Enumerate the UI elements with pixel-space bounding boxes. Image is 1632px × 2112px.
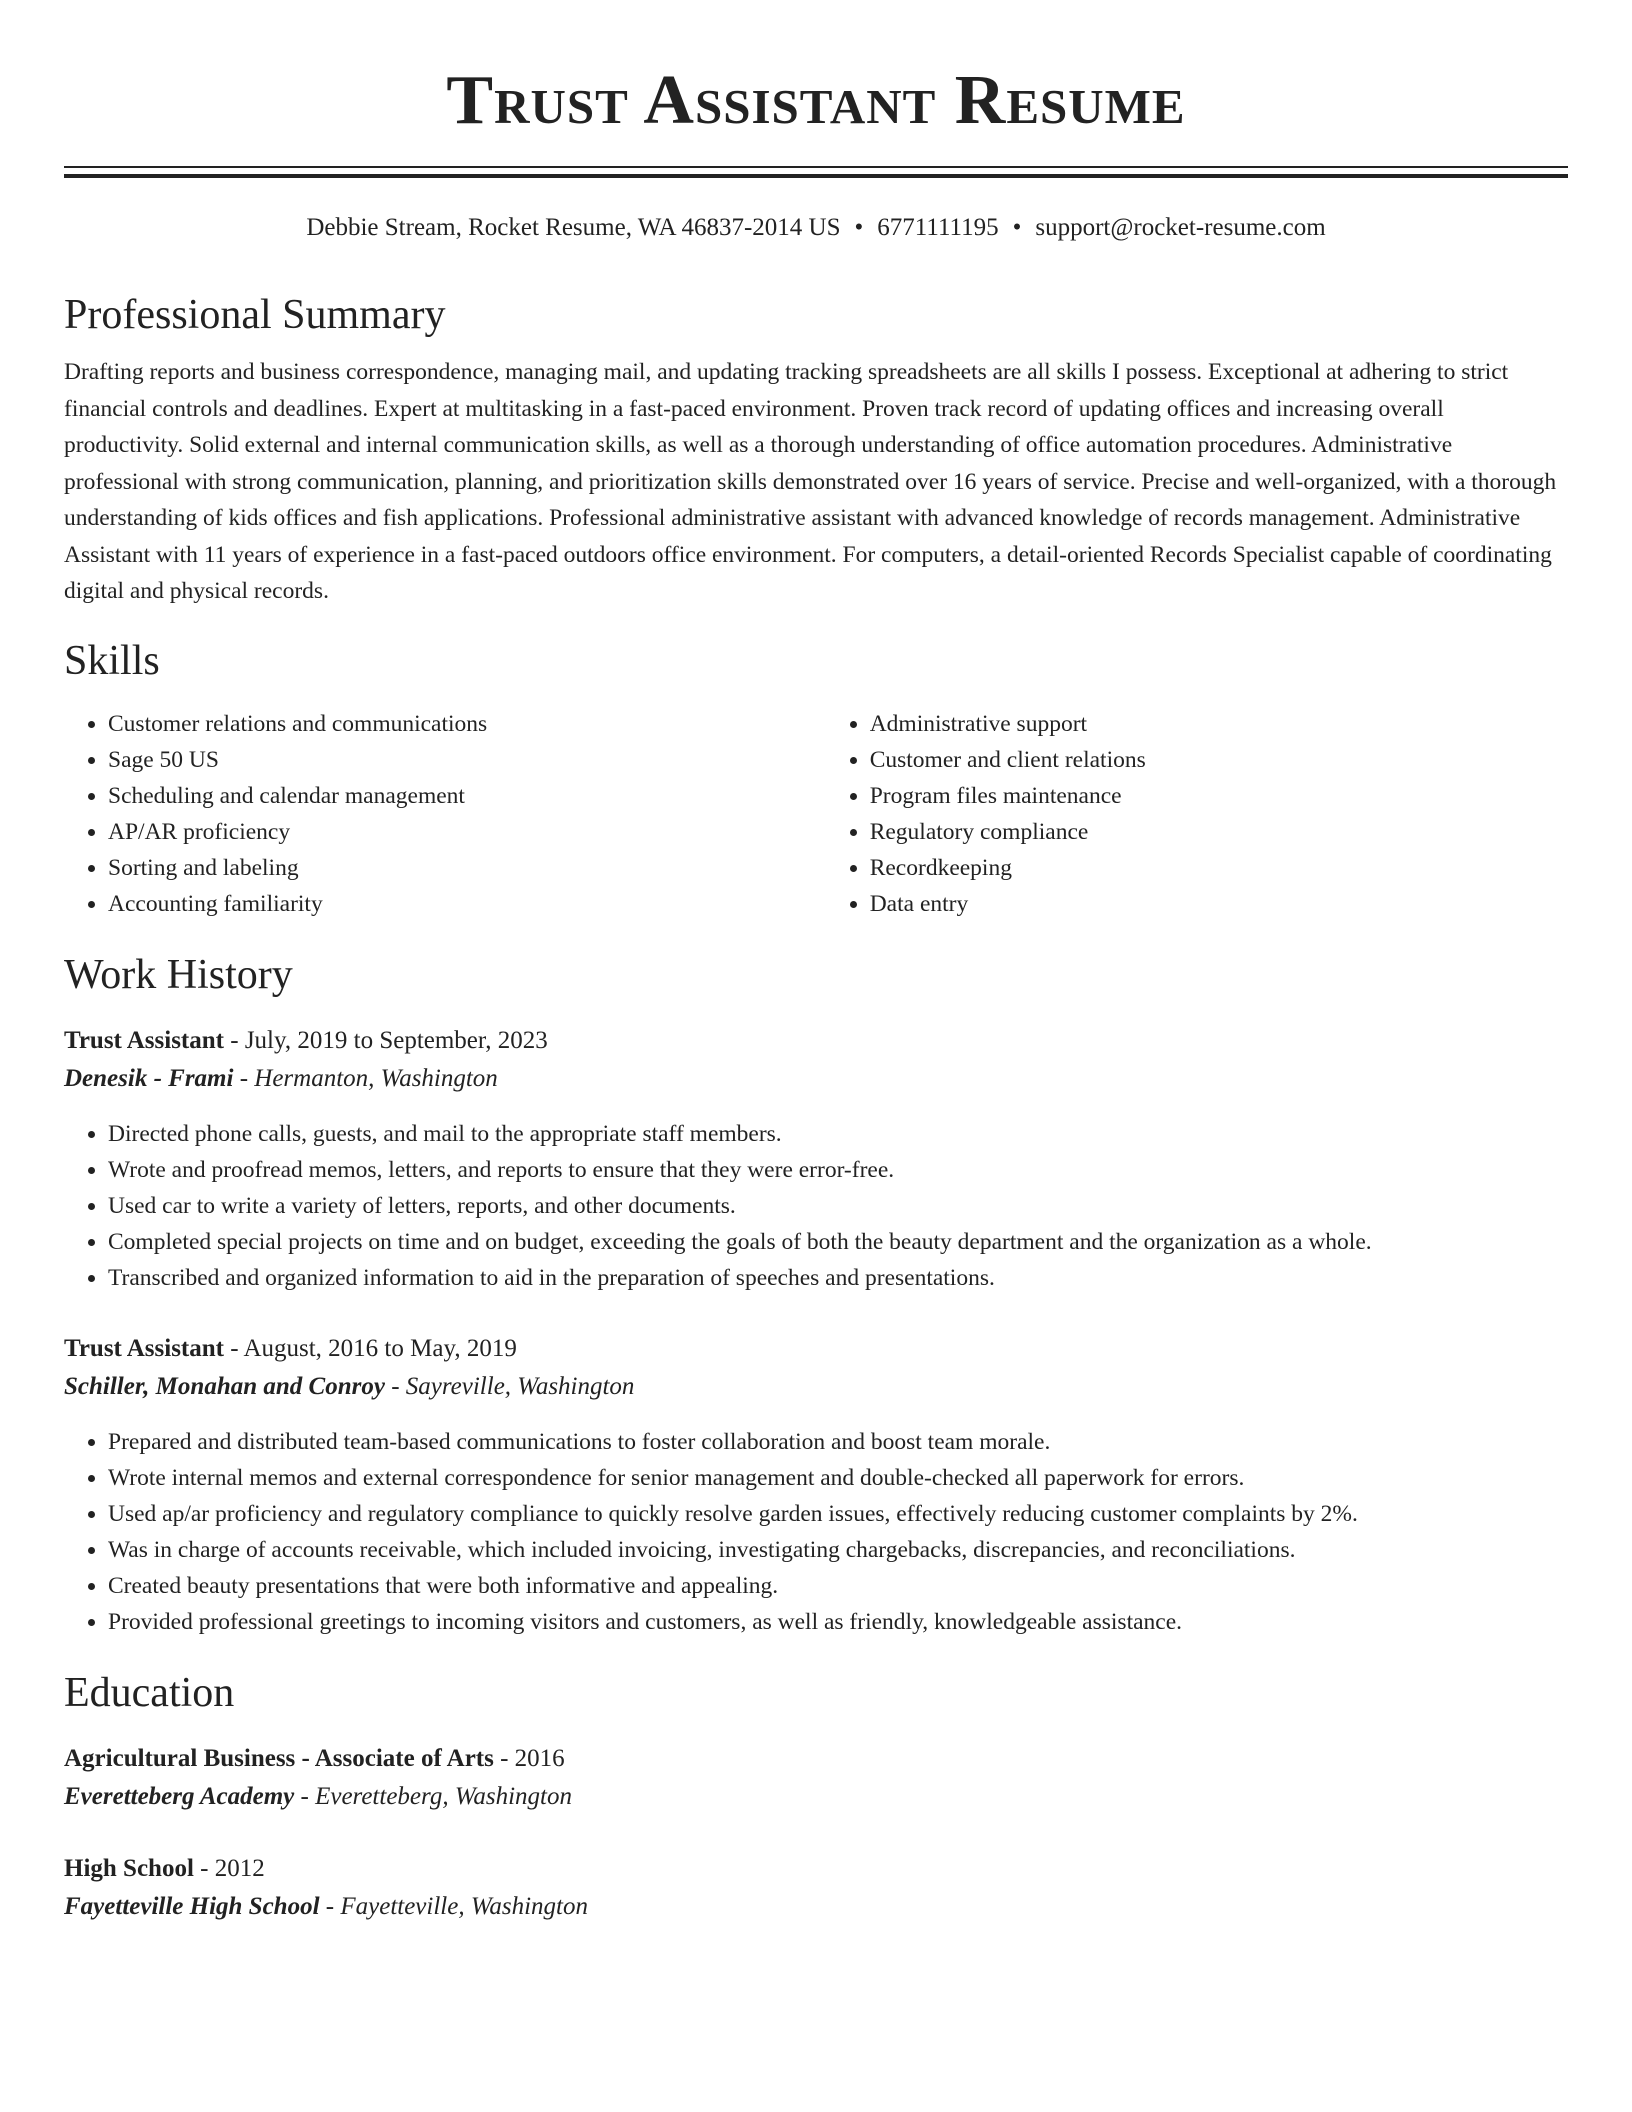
job-bullet: • Transcribed and organized information to aid in the preparation of speeches and presentations.: [108, 1260, 1568, 1296]
job-bullet: • Was in charge of accounts receivable, which included invoicing, investigating chargebacks, discrepancies, and reconciliations.: [108, 1532, 1568, 1568]
job-bullet: • Created beauty presentations that were both informative and appealing.: [108, 1568, 1568, 1604]
contact-separator: •: [854, 214, 864, 241]
education-school-line: [64, 1888, 1568, 1926]
job-bullet: • Directed phone calls, guests, and mail to the appropriate staff members.: [108, 1116, 1568, 1152]
resume-title: Trust Assistant Resume: [446, 62, 1186, 139]
job-bullet: • Prepared and distributed team-based communications to foster collaboration and boost team morale.: [108, 1424, 1568, 1460]
job-company: Denesik - Frami: [64, 1064, 234, 1092]
education-school: Everetteberg Academy: [64, 1782, 295, 1810]
job-bullet: • Completed special projects on time and on budget, exceeding the goals of both the beauty department and the organization as a whole.: [108, 1224, 1568, 1260]
job-company-line: [64, 1368, 1568, 1406]
skill-item: • Administrative support: [870, 706, 1568, 742]
skill-item: • Scheduling and calendar management: [108, 778, 826, 814]
contact-phone: 6771111195: [877, 214, 999, 241]
education-school-line: [64, 1778, 1568, 1816]
education-year: - 2012: [193, 1854, 265, 1882]
skill-item: • Regulatory compliance: [870, 814, 1568, 850]
job-company: Schiller, Monahan and Conroy: [64, 1372, 385, 1400]
education-year: - 2016: [493, 1744, 565, 1772]
education-entry: [64, 1740, 1568, 1816]
job-dates: - August, 2016 to May, 2019: [224, 1334, 517, 1362]
education-degree: Agricultural Business - Associate of Arts: [64, 1744, 494, 1772]
skill-item: • Customer and client relations: [870, 742, 1568, 778]
skill-item: • Sorting and labeling: [108, 850, 826, 886]
skill-item: • Data entry: [870, 886, 1568, 922]
contact-line: [64, 212, 1568, 244]
job-title: Trust Assistant: [64, 1026, 224, 1054]
skill-item: • Accounting familiarity: [108, 886, 826, 922]
job-company-line: [64, 1060, 1568, 1098]
job-title-line: [64, 1330, 1568, 1368]
education-heading: Education: [64, 1669, 235, 1716]
contact-separator: •: [1012, 214, 1022, 241]
skill-item: • AP/AR proficiency: [108, 814, 826, 850]
job-bullet: • Used ap/ar proficiency and regulatory compliance to quickly resolve garden issues, effectively reducing customer complaints by 2%.: [108, 1496, 1568, 1532]
job-bullet: • Provided professional greetings to incoming visitors and customers, as well as friendly, knowledgeable assistance.: [108, 1604, 1568, 1640]
education-location: - Everetteberg, Washington: [294, 1782, 572, 1810]
skills-list: [64, 706, 1568, 922]
resume-page: [64, 0, 1568, 1926]
education-entry: [64, 1850, 1568, 1926]
skill-item: • Sage 50 US: [108, 742, 826, 778]
job-bullet: • Wrote and proofread memos, letters, and reports to ensure that they were error-free.: [108, 1152, 1568, 1188]
skill-item: • Recordkeeping: [870, 850, 1568, 886]
job-title-line: [64, 1022, 1568, 1060]
education-location: - Fayetteville, Washington: [319, 1892, 588, 1920]
skills-column-right: [826, 706, 1568, 922]
title-divider-thin: [64, 166, 1568, 168]
job-bullets: [64, 1116, 1568, 1296]
summary-heading: Professional Summary: [64, 292, 446, 338]
job-dates: - July, 2019 to September, 2023: [224, 1026, 548, 1054]
summary-text: Drafting reports and business correspondence, managing mail, and updating tracking spreadsheets are all skills I possess. Exceptional at adhering to strict financial controls and deadlines. Expert at multitasking in a fast-paced environment. Proven track record of updating offices and increasing overall productivity. Solid external and internal communication skills, as well as a thorough understanding of office automation procedures. Administrative professional with strong communication, planning, and prioritization skills demonstrated over 16 years of service. Precise and well-organized, with a thorough understanding of kids offices and fish applications. Professional administrative assistant with advanced knowledge of records management. Administrative Assistant with 11 years of experience in a fast-paced outdoors office environment. For computers, a detail-oriented Records Specialist capable of coordinating digital and physical records.: [64, 359, 1557, 604]
education-degree: High School: [64, 1854, 194, 1882]
education-school: Fayetteville High School: [64, 1892, 320, 1920]
skill-item: • Customer relations and communications: [108, 706, 826, 742]
job-bullet: • Wrote internal memos and external correspondence for senior management and double-checked all paperwork for errors.: [108, 1460, 1568, 1496]
education-degree-line: [64, 1740, 1568, 1778]
skill-item: • Program files maintenance: [870, 778, 1568, 814]
contact-email: support@rocket-resume.com: [1035, 214, 1326, 241]
contact-address: Debbie Stream, Rocket Resume, WA 46837-2014 US: [306, 214, 841, 241]
skills-heading: Skills: [64, 637, 160, 684]
work-history-heading: Work History: [64, 951, 293, 998]
job-entry: [64, 1330, 1568, 1640]
skills-column-left: [64, 706, 826, 922]
job-location: - Hermanton, Washington: [233, 1064, 498, 1092]
job-bullets: [64, 1424, 1568, 1640]
job-entry: [64, 1022, 1568, 1296]
job-title: Trust Assistant: [64, 1334, 224, 1362]
job-bullet: • Used car to write a variety of letters, reports, and other documents.: [108, 1188, 1568, 1224]
job-location: - Sayreville, Washington: [384, 1372, 635, 1400]
title-divider-thick: [64, 174, 1568, 178]
education-degree-line: [64, 1850, 1568, 1888]
